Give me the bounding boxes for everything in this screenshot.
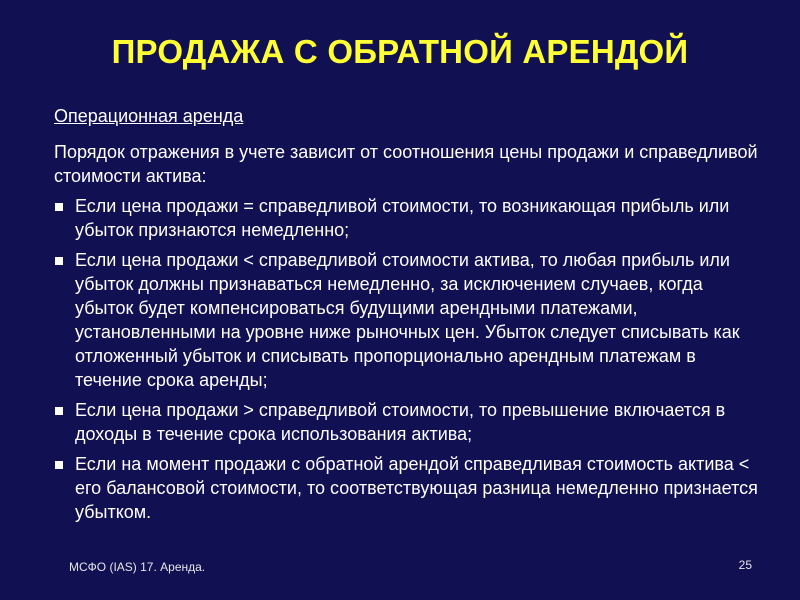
bullet-text: Если на момент продажи с обратной арендой справедливая стоимость актива < его балансовой стоимости, то соответствующая разница немедленно признается убытком. <box>75 454 758 522</box>
bullet-item <box>54 398 766 446</box>
bullet-text: Если цена продажи > справедливой стоимости, то превышение включается в доходы в течение срока использования актива; <box>75 400 726 444</box>
slide-title: ПРОДАЖА С ОБРАТНОЙ АРЕНДОЙ <box>111 33 689 70</box>
square-bullet-icon <box>55 257 63 265</box>
slide-content <box>54 104 766 530</box>
bullet-item <box>54 452 766 524</box>
square-bullet-icon <box>55 203 63 211</box>
square-bullet-icon <box>55 461 63 469</box>
section-subtitle: Операционная аренда <box>54 106 244 126</box>
footer-text: МСФО (IAS) 17. Аренда. <box>69 560 206 574</box>
bullet-list <box>54 194 766 524</box>
bullet-text: Если цена продажи = справедливой стоимости, то возникающая прибыль или убыток признаются немедленно; <box>75 196 730 240</box>
bullet-text: Если цена продажи < справедливой стоимости актива, то любая прибыль или убыток должны признаваться немедленно, за исключением случаев, когда убыток будет компенсироваться будущими арендными платежами, установленными на уровне ниже рыночных цен. Убыток следует списывать как отложенный убыток и списывать пропорционально арендным платежам в течение срока аренды; <box>75 250 740 390</box>
intro-paragraph: Порядок отражения в учете зависит от соотношения цены продажи и справедливой стоимости актива: <box>54 142 758 186</box>
square-bullet-icon <box>55 407 63 415</box>
page-number: 25 <box>738 558 752 572</box>
bullet-item <box>54 248 766 392</box>
bullet-item <box>54 194 766 242</box>
